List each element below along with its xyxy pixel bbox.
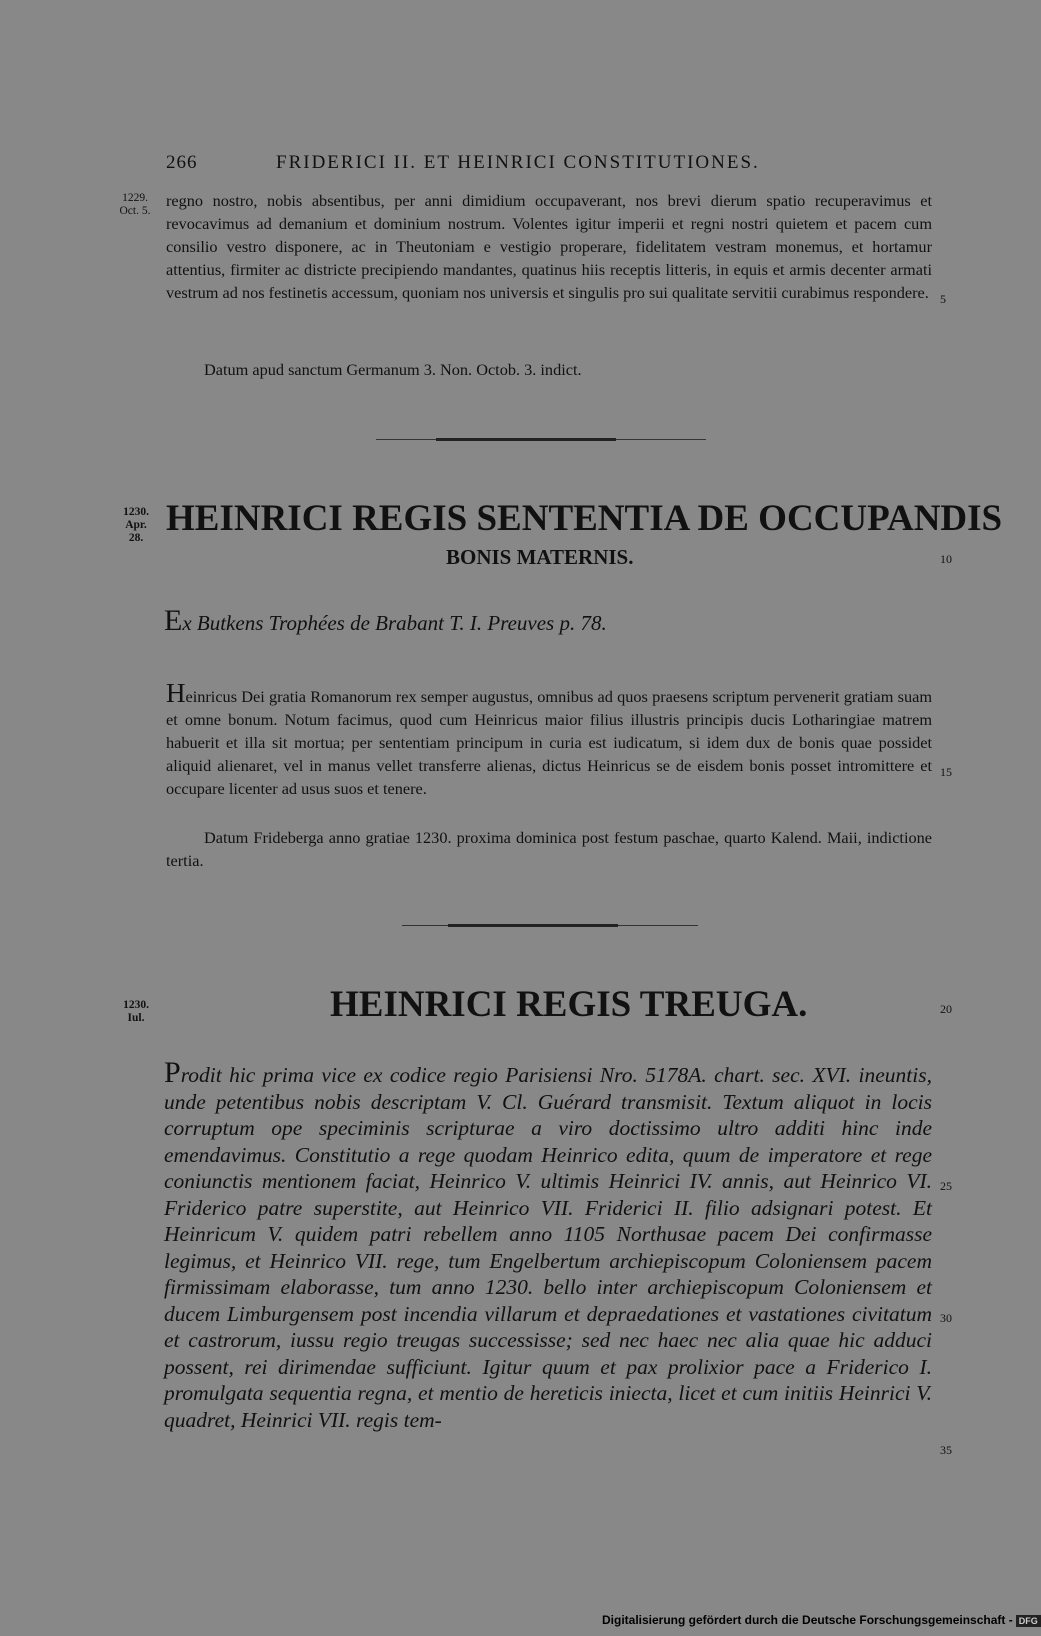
datum-line-1: Datum apud sanctum Germanum 3. Non. Octob. 3. indict. bbox=[204, 360, 582, 379]
margin-date-1229: 1229. Oct. 5. bbox=[119, 192, 151, 217]
section-subtitle: BONIS MATERNIS. bbox=[446, 545, 634, 569]
divider-thick-2 bbox=[448, 924, 618, 927]
digitization-footer: Digitalisierung gefördert durch die Deutsche Forschungsgemeinschaft - DFG bbox=[602, 1613, 1041, 1627]
line-number-20: 20 bbox=[940, 1002, 952, 1016]
treuga-introduction: Prodit hic prima vice ex codice regio Parisiensi Nro. 5178A. chart. sec. XVI. ineuntis, unde petentibus nobis descriptam V. Cl. Guérard transmisit. Textum aliquot in locis corruptum ope speciminis scripturae a viro doctissimo ultro additi hinc inde emendavimus. Constitutio a rege quodam Heinrico edita, quum de imperatore et rege coniunctis mentionem faciat, Heinrico V. ultimis Heinrici IV. annis, aut Heinrico VI. Friderico patre superstite, aut Heinrico VII. Friderici II. filio adsignari potest. Et Heinricum V. quidem patri rebellem anno 1105 Northusae pacem Dei confirmasse legimus, et Heinrico VII. rege, tum Engelbertum archiepiscopum Coloniensem pacem firmissimam elaborasse, tum anno 1230. bello inter archiepiscopum Coloniensem et ducem Limburgensem post incendia villarum et depraedationes et vastationes civitatum et castrorum, iussu regio treugas successisse; sed nec haec nec alia quae hic adduci possent, rei dirimendae sufficiunt. Igitur quum et pax prolixior pace a Friderico I. promulgata sequentia regna, et mentio de hereticis iniecta, licet et cum initiis Heinrici V. quadret, Heinrici VII. regis tem- bbox=[164, 1056, 932, 1432]
line-number-30: 30 bbox=[940, 1311, 952, 1325]
page-number: 266 bbox=[166, 152, 198, 173]
line-number-10: 10 bbox=[940, 552, 952, 566]
sententia-paragraph: Heinricus Dei gratia Romanorum rex semper augustus, omnibus ad quos praesens scriptum pervenerit gratiam suam et omne bonum. Notum facimus, quod cum Heinricus maior filius illustris principis ducis Lotharingiae matrem habuerit et illa sit mortua; per sententiam principum in curia est iudicatum, si idem dux de bonis quae possidet aliquid alienaret, vel in manus vellet transferre alienas, dictus Heinricus se de eisdem bonis posset intromittere et occupare licenter ad usus suos et tenere. bbox=[166, 678, 932, 798]
margin-date-1230-iul: 1230. Iul. bbox=[123, 999, 149, 1024]
source-note: Ex Butkens Trophées de Brabant T. I. Preuves p. 78. bbox=[164, 604, 607, 637]
line-number-35: 35 bbox=[940, 1443, 952, 1457]
running-title: FRIDERICI II. ET HEINRICI CONSTITUTIONES. bbox=[276, 152, 760, 173]
datum-line-2: Datum Frideberga anno gratiae 1230. proxima dominica post festum paschae, quarto Kalend. Maii, indictione tertia. bbox=[166, 828, 932, 870]
divider-thick bbox=[436, 438, 616, 441]
section-title-sententia: HEINRICI REGIS SENTENTIA DE OCCUPANDIS bbox=[166, 498, 1003, 539]
section-title-treuga: HEINRICI REGIS TREUGA. bbox=[330, 984, 808, 1025]
dfg-logo: DFG bbox=[1016, 1615, 1041, 1627]
line-number-15: 15 bbox=[940, 765, 952, 779]
running-header bbox=[166, 152, 826, 174]
line-number-5: 5 bbox=[940, 292, 946, 306]
margin-date-1230-apr: 1230. Apr. 28. bbox=[123, 506, 149, 544]
line-number-25: 25 bbox=[940, 1179, 952, 1193]
continuation-paragraph: regno nostro, nobis absentibus, per anni dimidium occupaverant, nos brevi dierum spatio recuperavimus et revocavimus ad demanium et dominium nostrum. Volentes igitur imperii et regni nostri quietem et pacem cum consilio vestro disponere, ac in Theutoniam e vestigio properare, fidelitatem vestram monemus, et hortamur attentius, firmiter ac districte precipiendo mandantes, quatinus hiis receptis litteris, in equis et armis decenter armati vestrum ad nos festinetis accessum, quoniam nos universis et singulis pro sui qualitate servitii curabimus respondere. bbox=[166, 191, 932, 302]
